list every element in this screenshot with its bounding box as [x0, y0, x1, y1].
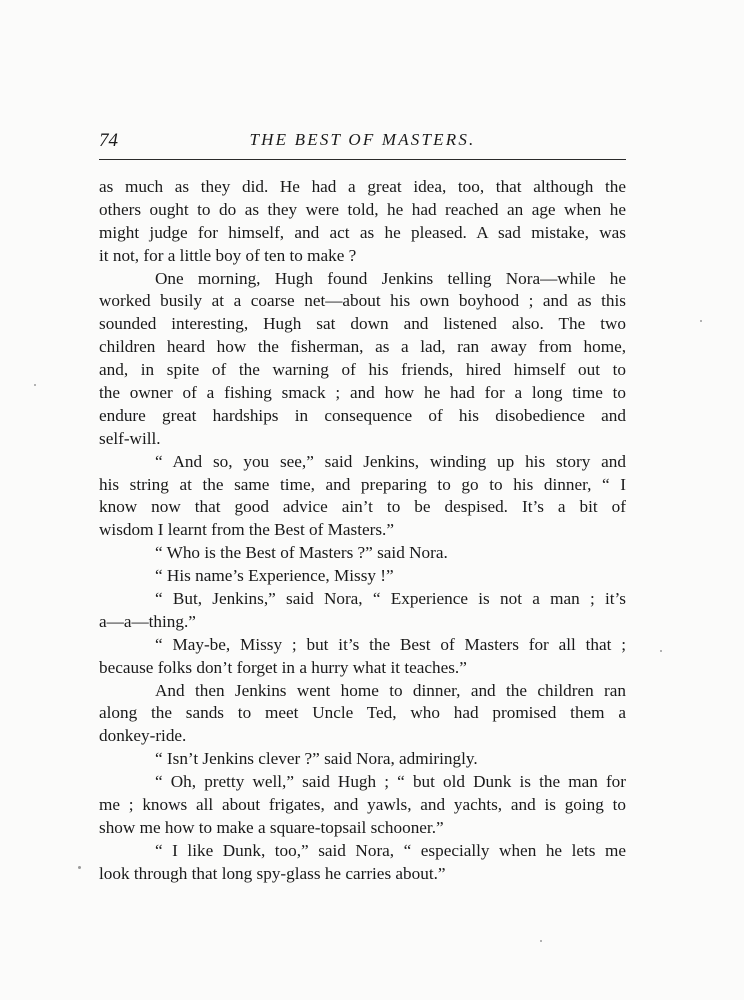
text-line: me ; knows all about frigates, and yawls, and yachts, and is going to	[99, 795, 626, 815]
text-line: show me how to make a square-topsail schooner.”	[99, 817, 444, 837]
text-line: worked busily at a coarse net—about his own boyhood ; and as this	[99, 291, 626, 311]
text-line: wisdom I learnt from the Best of Masters.”	[99, 520, 394, 540]
paper-speck	[700, 320, 702, 322]
paper-speck	[34, 384, 36, 386]
text-line: sounded interesting, Hugh sat down and listened also. The two	[99, 314, 626, 334]
header-rule	[99, 159, 626, 160]
text-line: endure great hardships in consequence of his disobedience and	[99, 405, 626, 425]
text-line: others ought to do as they were told, he had reached an age when he	[99, 199, 626, 219]
text-line: “ Who is the Best of Masters ?” said Nora.	[155, 543, 448, 563]
text-line: “ But, Jenkins,” said Nora, “ Experience is not a man ; it’s	[155, 589, 626, 609]
text-line: “ May-be, Missy ; but it’s the Best of Masters for all that ;	[155, 634, 626, 654]
text-line: donkey-ride.	[99, 726, 187, 746]
text-line: look through that long spy-glass he carries about.”	[99, 863, 446, 883]
text-line: as much as they did. He had a great idea, too, that although the	[99, 177, 626, 196]
text-line: know now that good advice ain’t to be despised. It’s a bit of	[99, 497, 626, 517]
paper-speck	[540, 940, 542, 942]
text-line: his string at the same time, and preparing to go to his dinner, “ I	[99, 474, 626, 494]
text-line: “ His name’s Experience, Missy !”	[155, 566, 394, 586]
text-line: One morning, Hugh found Jenkins telling Nora—while he	[155, 268, 626, 288]
page-header	[99, 128, 626, 158]
text-line: “ Isn’t Jenkins clever ?” said Nora, admiringly.	[155, 749, 478, 769]
paper-speck	[660, 650, 662, 652]
text-line: And then Jenkins went home to dinner, and the children ran	[155, 680, 626, 700]
text-line: “ I like Dunk, too,” said Nora, “ especially when he lets me	[155, 840, 626, 860]
running-title: THE BEST OF MASTERS.	[249, 130, 476, 149]
text-line: might judge for himself, and act as he pleased. A sad mistake, was	[99, 222, 626, 242]
text-line: “ Oh, pretty well,” said Hugh ; “ but old Dunk is the man for	[155, 772, 626, 792]
text-line: and, in spite of the warning of his friends, hired himself out to	[99, 360, 626, 380]
body-text	[99, 176, 626, 886]
text-line: children heard how the fisherman, as a lad, ran away from home,	[99, 337, 626, 357]
text-line: along the sands to meet Uncle Ted, who had promised them a	[99, 703, 626, 723]
text-line: because folks don’t forget in a hurry what it teaches.”	[99, 657, 467, 677]
text-line: the owner of a fishing smack ; and how he had for a long time to	[99, 383, 626, 403]
text-line: a—a—thing.”	[99, 611, 196, 631]
text-line: “ And so, you see,” said Jenkins, winding up his story and	[155, 451, 626, 471]
paper-speck	[78, 866, 81, 869]
page-number: 74	[99, 130, 118, 151]
text-line: it not, for a little boy of ten to make ?	[99, 245, 357, 265]
text-line: self-will.	[99, 428, 161, 448]
